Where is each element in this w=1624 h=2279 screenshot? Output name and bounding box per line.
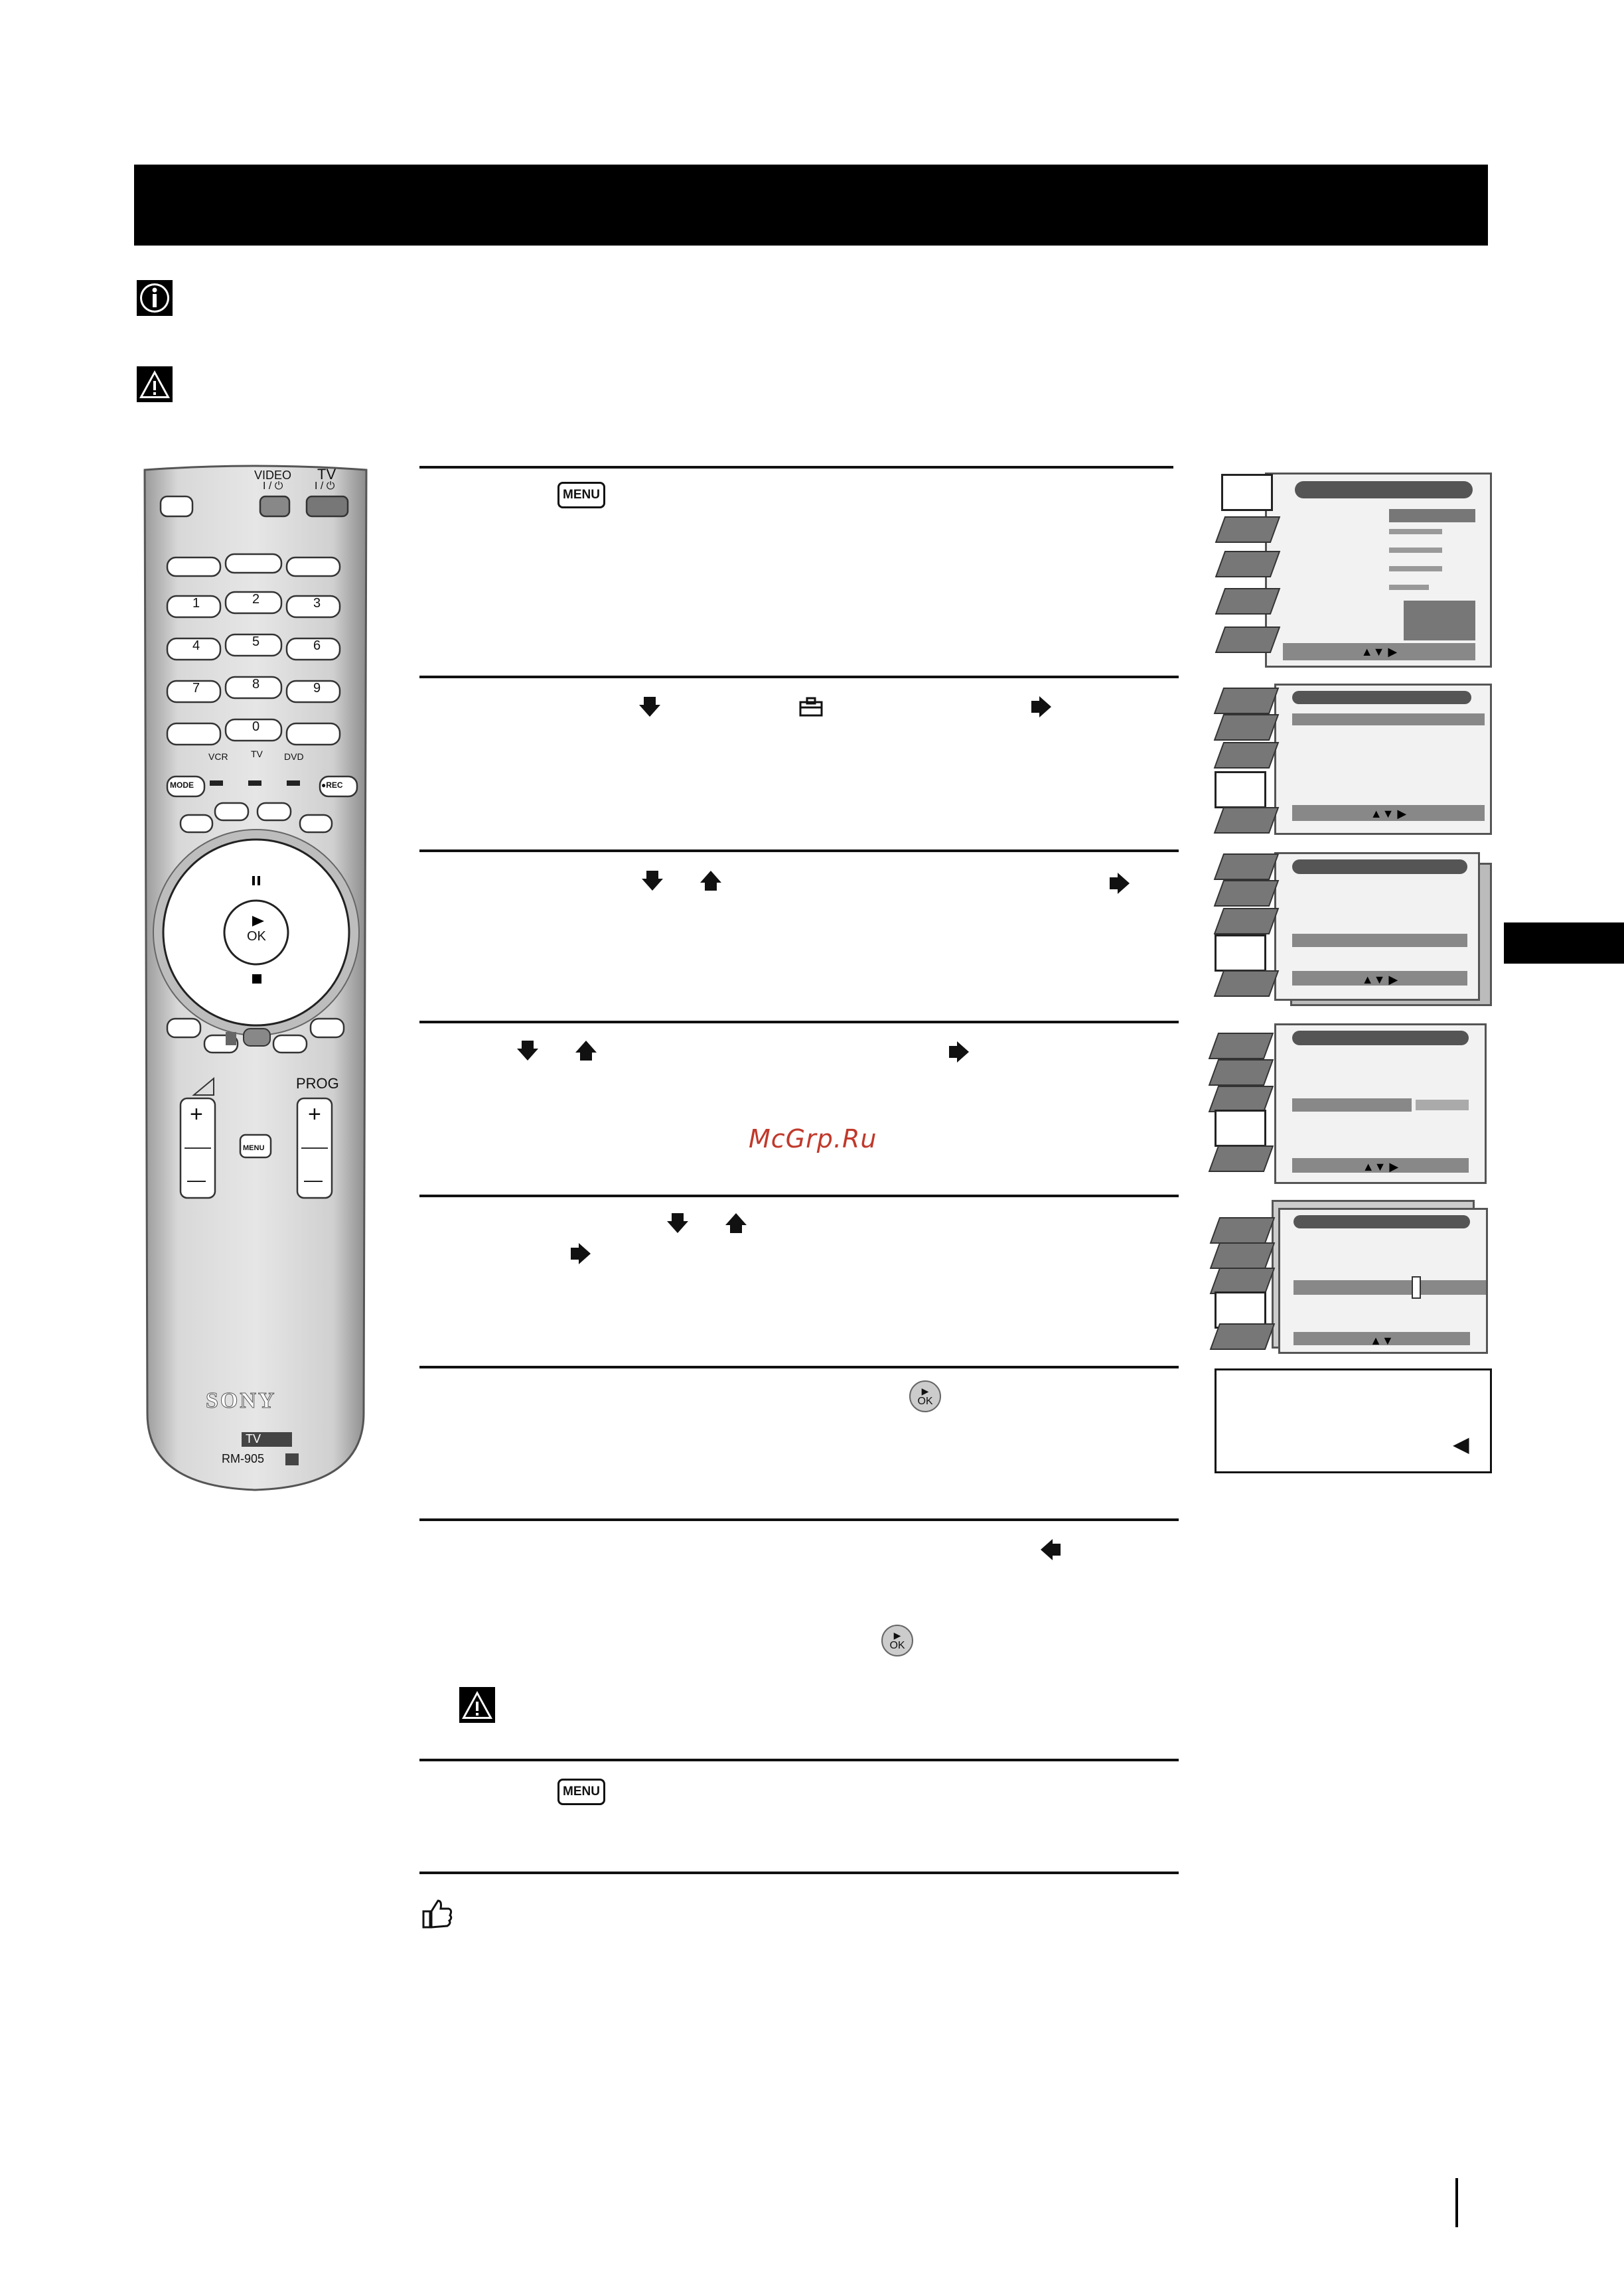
picture-tab-icon (1209, 1033, 1274, 1059)
arrow-down-icon (641, 869, 664, 892)
tv-menu-screen-3 (1274, 852, 1480, 1001)
remote-prog-label: PROG (296, 1075, 339, 1092)
remote-key-9[interactable]: 9 (313, 681, 321, 696)
info-icon (135, 279, 174, 317)
sound-tab-icon (1214, 714, 1280, 741)
remote-tv-mode-label: TV (251, 749, 263, 759)
warning-icon (135, 365, 174, 404)
tv-menu-screen-1 (1265, 473, 1492, 668)
menu-row-highlight (1389, 509, 1475, 522)
remote-key-6[interactable]: 6 (313, 638, 321, 653)
remote-key-5[interactable]: 5 (252, 634, 260, 649)
tv-menu-screen-4 (1274, 1023, 1487, 1184)
remote-vol-minus[interactable]: — (187, 1169, 206, 1190)
arrow-up-icon (725, 1212, 747, 1234)
features-tab-icon (1214, 742, 1280, 769)
menu-value-field (1416, 1100, 1469, 1110)
remote-video-label: VIDEO (254, 469, 292, 482)
watermark: McGrp.Ru (749, 1124, 877, 1153)
remote-vol-plus[interactable]: + (190, 1102, 203, 1127)
step-divider (419, 676, 1179, 678)
step-divider (419, 1366, 1179, 1368)
remote-mode-button[interactable]: MODE (170, 780, 194, 790)
step-divider (419, 1759, 1179, 1761)
setup-tab-icon (1215, 934, 1266, 972)
picture-tab-icon (1210, 1217, 1276, 1244)
menu-row-highlight (1292, 713, 1485, 725)
sound-tab-icon (1215, 516, 1281, 543)
step-divider (419, 466, 1173, 469)
remote-vcr-label: VCR (208, 751, 228, 762)
thumbs-up-icon (419, 1897, 454, 1931)
preset-tab-icon (1214, 807, 1280, 834)
remote-key-4[interactable]: 4 (192, 638, 200, 653)
menu-row-highlight (1293, 1280, 1486, 1295)
menu-title-bar (1293, 1215, 1470, 1228)
warning-icon (458, 1686, 496, 1724)
picture-tab-icon (1214, 688, 1280, 714)
step-divider (419, 1518, 1179, 1521)
remote-ok-label[interactable]: OK (247, 929, 266, 944)
remote-tv-power: I / ⏻ (315, 480, 335, 492)
tv-menu-screen-5 (1278, 1208, 1488, 1354)
tv-confirmation-box (1215, 1368, 1492, 1473)
menu-button-icon: MENU (557, 1779, 605, 1805)
menu-slider (1389, 585, 1429, 590)
preset-tab-icon (1214, 970, 1280, 997)
remote-model: RM-905 (222, 1452, 265, 1465)
menu-row-highlight (1292, 1098, 1412, 1112)
remote-brand: SONY (206, 1388, 277, 1413)
menu-nav-bar: ▲▼ ▶ (1292, 805, 1485, 821)
menu-row-highlight (1292, 934, 1467, 947)
ok-button-icon: ▶ OK (909, 1380, 941, 1412)
left-arrow-indicator: ◀ (1453, 1432, 1469, 1456)
remote-key-2[interactable]: 2 (252, 592, 260, 607)
menu-slider (1389, 566, 1442, 571)
arrow-down-icon (638, 696, 661, 718)
remote-key-7[interactable]: 7 (192, 681, 200, 696)
remote-rec-button[interactable]: ●REC (321, 780, 343, 790)
step-divider (419, 1872, 1179, 1874)
remote-prog-minus[interactable]: — (304, 1169, 323, 1190)
menu-title-bar (1295, 481, 1473, 498)
toolbox-icon (799, 697, 823, 717)
arrow-right-icon (569, 1242, 592, 1265)
preset-tab-icon (1215, 626, 1281, 653)
header-bar (134, 165, 1488, 246)
remote-prog-plus[interactable]: + (308, 1102, 321, 1127)
arrow-right-icon (1108, 872, 1131, 895)
step-divider (419, 849, 1179, 852)
features-tab-icon (1215, 551, 1281, 577)
menu-button-icon: MENU (557, 482, 605, 508)
arrow-right-icon (1030, 696, 1053, 718)
features-tab-icon (1214, 908, 1280, 934)
menu-title-bar (1292, 859, 1467, 874)
menu-value-box (1404, 601, 1475, 640)
arrow-up-icon (575, 1039, 597, 1062)
remote-menu-button[interactable]: MENU (243, 1144, 265, 1152)
page-number-rule (1455, 2178, 1458, 2227)
sound-tab-icon (1214, 880, 1280, 907)
remote-video-power: I / ⏻ (263, 480, 283, 492)
preset-tab-icon (1210, 1323, 1276, 1350)
remote-dvd-label: DVD (284, 751, 304, 762)
features-tab-icon (1210, 1268, 1276, 1294)
preset-tab-icon (1209, 1145, 1274, 1172)
tv-menu-screen-2 (1274, 684, 1492, 835)
remote-control (141, 465, 370, 1493)
slider-handle (1412, 1276, 1421, 1299)
setup-tab-icon (1215, 1110, 1266, 1147)
step-divider (419, 1021, 1179, 1023)
setup-tab-icon (1215, 588, 1281, 615)
remote-tv-label: TV (317, 466, 336, 482)
menu-title-bar (1292, 1031, 1469, 1045)
menu-nav-bar: ▲▼ (1293, 1332, 1470, 1345)
step-divider (419, 1195, 1179, 1197)
remote-key-3[interactable]: 3 (313, 596, 321, 611)
remote-tv-badge: TV (246, 1432, 261, 1445)
remote-key-0[interactable]: 0 (252, 719, 260, 734)
remote-key-8[interactable]: 8 (252, 677, 260, 692)
menu-slider (1389, 529, 1442, 534)
menu-nav-bar: ▲▼ ▶ (1292, 1158, 1469, 1173)
sound-tab-icon (1209, 1059, 1274, 1086)
menu-slider (1389, 548, 1442, 553)
menu-title-bar (1292, 691, 1471, 704)
arrow-right-icon (948, 1041, 970, 1063)
menu-nav-bar: ▲▼ ▶ (1292, 971, 1467, 986)
picture-tab-icon (1214, 853, 1280, 880)
arrow-up-icon (700, 869, 722, 892)
features-tab-icon (1209, 1086, 1274, 1112)
section-tab (1504, 922, 1624, 964)
remote-key-1[interactable]: 1 (192, 596, 200, 611)
ok-button-icon: ▶ OK (881, 1625, 913, 1656)
arrow-down-icon (666, 1212, 689, 1234)
arrow-down-icon (516, 1039, 539, 1062)
arrow-left-icon (1039, 1538, 1062, 1561)
picture-tab-icon (1221, 474, 1273, 511)
menu-nav-bar: ▲▼ ▶ (1283, 643, 1475, 660)
setup-tab-icon (1215, 771, 1266, 808)
sound-tab-icon (1210, 1242, 1276, 1269)
